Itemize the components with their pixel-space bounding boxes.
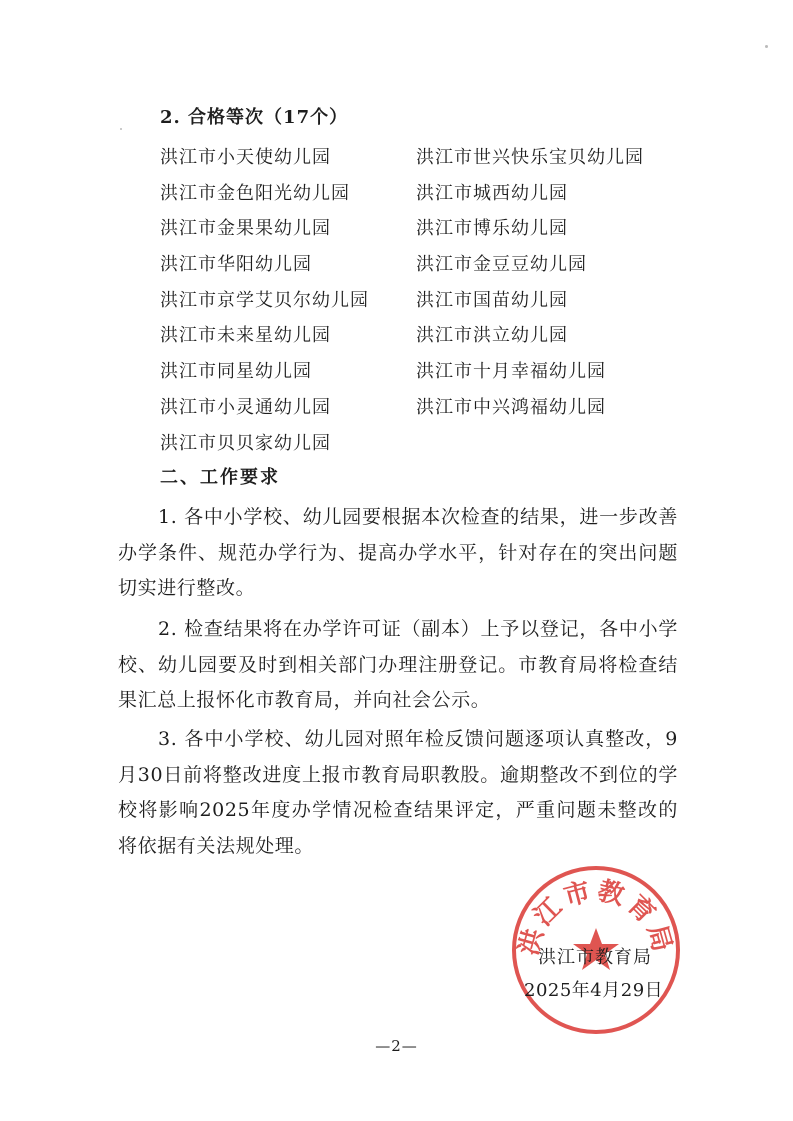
list-item: 洪江市京学艾贝尔幼儿园 [160, 289, 369, 311]
list-item: 洪江市十月幸福幼儿园 [416, 361, 606, 383]
section-title: 2. 合格等次（17个） [160, 107, 349, 128]
list-item: 洪江市同星幼儿园 [160, 361, 312, 383]
list-item: 洪江市未来星幼儿园 [160, 325, 331, 347]
requirement-paragraph-2: 2. 检查结果将在办学许可证（副本）上予以登记，各中小学校、幼儿园要及时到相关部门办理注册登记。市教育局将检查结果汇总上报怀化市教育局，并向社会公示。 [118, 618, 678, 711]
list-item: 洪江市小灵通幼儿园 [160, 396, 331, 418]
list-item: 洪江市金果果幼儿园 [160, 218, 331, 240]
scan-speck [120, 128, 122, 130]
list-item: 洪江市金豆豆幼儿园 [416, 254, 587, 276]
issuer-name: 洪江市教育局 [538, 947, 652, 968]
issue-date: 2025年4月29日 [524, 980, 664, 1001]
list-item: 洪江市博乐幼儿园 [416, 218, 568, 240]
qualified-list-right [416, 140, 644, 426]
list-item: 洪江市华阳幼儿园 [160, 254, 312, 276]
list-item: 洪江市国苗幼儿园 [416, 289, 568, 311]
svg-text:洪江市教育局: 洪江市教育局 [513, 875, 679, 959]
list-item: 洪江市世兴快乐宝贝幼儿园 [416, 147, 644, 168]
list-item: 洪江市贝贝家幼儿园 [160, 432, 331, 454]
list-item: 洪江市金色阳光幼儿园 [160, 182, 350, 204]
list-item: 洪江市城西幼儿园 [416, 182, 568, 204]
list-item: 洪江市中兴鸿福幼儿园 [416, 396, 606, 418]
requirements-heading: 二、工作要求 [160, 467, 280, 488]
list-item: 洪江市小天使幼儿园 [160, 147, 331, 168]
list-item: 洪江市洪立幼儿园 [416, 325, 568, 347]
requirement-paragraph-3: 3. 各中小学校、幼儿园对照年检反馈问题逐项认真整改，9月30日前将整改进度上报市教育局职教股。逾期整改不到位的学校将影响2025年度办学情况检查结果评定，严重问题未整改的将依据有关法规处理。 [118, 728, 678, 857]
page-number: —2— [375, 1037, 418, 1055]
scan-speck [765, 45, 768, 48]
qualified-list-left [160, 140, 369, 461]
requirement-paragraph-1: 1. 各中小学校、幼儿园要根据本次检查的结果，进一步改善办学条件、规范办学行为、提高办学水平，针对存在的突出问题切实进行整改。 [118, 506, 678, 599]
